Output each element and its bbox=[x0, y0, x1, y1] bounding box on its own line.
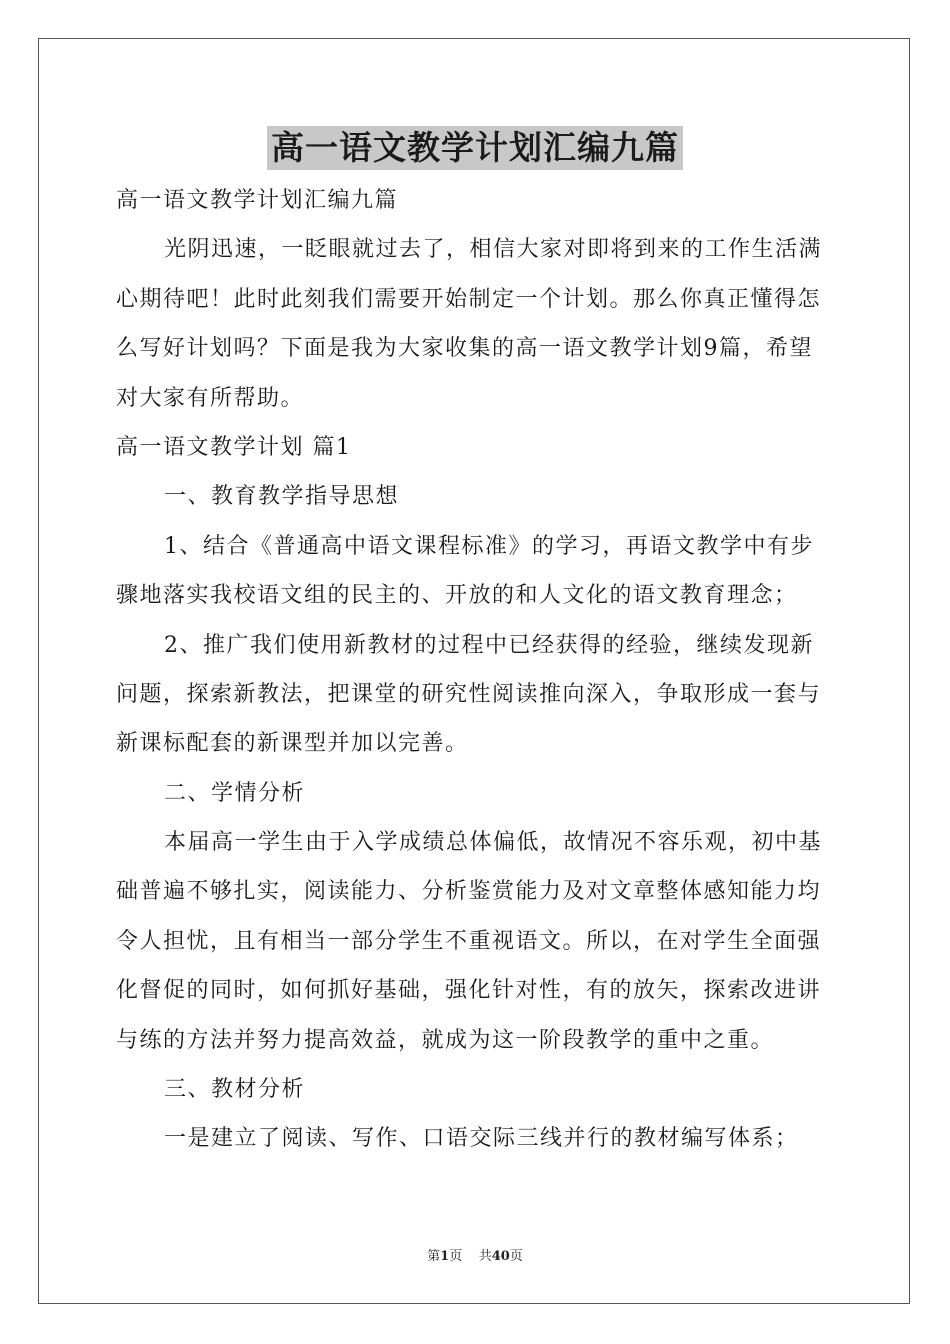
text-line: 一是建立了阅读、写作、口语交际三线并行的教材编写体系； bbox=[164, 1126, 799, 1152]
text-line: 对大家有所帮助。 bbox=[116, 385, 305, 411]
text-line: 心期待吧！此时此刻我们需要开始制定一个计划。那么你真正懂得怎 bbox=[116, 286, 822, 312]
text-line: 1、结合《普通高中语文课程标准》的学习，再语文教学中有步 bbox=[164, 533, 814, 559]
page-prefix: 第 bbox=[427, 1249, 441, 1264]
subsection-heading: 三、教材分析 bbox=[164, 1077, 306, 1103]
text-line: 光阴迅速，一眨眼就过去了，相信大家对即将到来的工作生活满 bbox=[164, 237, 823, 263]
title-container bbox=[0, 126, 950, 170]
subsection-heading: 二、学情分析 bbox=[164, 780, 306, 806]
subsection-heading: 一、教育教学指导思想 bbox=[164, 484, 400, 510]
text-line: 础普遍不够扎实，阅读能力、分析鉴赏能力及对文章整体感知能力均 bbox=[116, 879, 822, 905]
total-prefix: 共 bbox=[478, 1249, 492, 1264]
text-line: 新课标配套的新课型并加以完善。 bbox=[116, 731, 469, 757]
text-line: 2、推广我们使用新教材的过程中已经获得的经验，继续发现新 bbox=[164, 632, 814, 658]
text-line: 本届高一学生由于入学成绩总体偏低，故情况不容乐观，初中基 bbox=[164, 830, 823, 856]
page-number: 1 bbox=[440, 1249, 450, 1264]
text-line: 么写好计划吗？下面是我为大家收集的高一语文教学计划9篇，希望 bbox=[116, 336, 813, 362]
document-body bbox=[116, 176, 836, 1164]
page-title: 高一语文教学计划汇编九篇 bbox=[267, 126, 683, 170]
page-footer bbox=[0, 1245, 950, 1264]
section-heading: 高一语文教学计划 篇1 bbox=[116, 434, 352, 460]
text-line: 骤地落实我校语文组的民主的、开放的和人文化的语文教育理念； bbox=[116, 583, 798, 609]
text-line: 化督促的同时，如何抓好基础，强化针对性，有的放矢，探索改进讲 bbox=[116, 978, 822, 1004]
text-line: 高一语文教学计划汇编九篇 bbox=[116, 188, 399, 213]
text-line: 令人担忧，且有相当一部分学生不重视语文。所以，在对学生全面强 bbox=[116, 928, 822, 954]
text-line: 与练的方法并努力提高效益，就成为这一阶段教学的重中之重。 bbox=[116, 1027, 775, 1053]
total-suffix: 页 bbox=[509, 1249, 523, 1264]
page-suffix: 页 bbox=[449, 1249, 463, 1264]
text-line: 问题，探索新教法，把课堂的研究性阅读推向深入，争取形成一套与 bbox=[116, 681, 822, 707]
total-pages: 40 bbox=[491, 1249, 510, 1264]
